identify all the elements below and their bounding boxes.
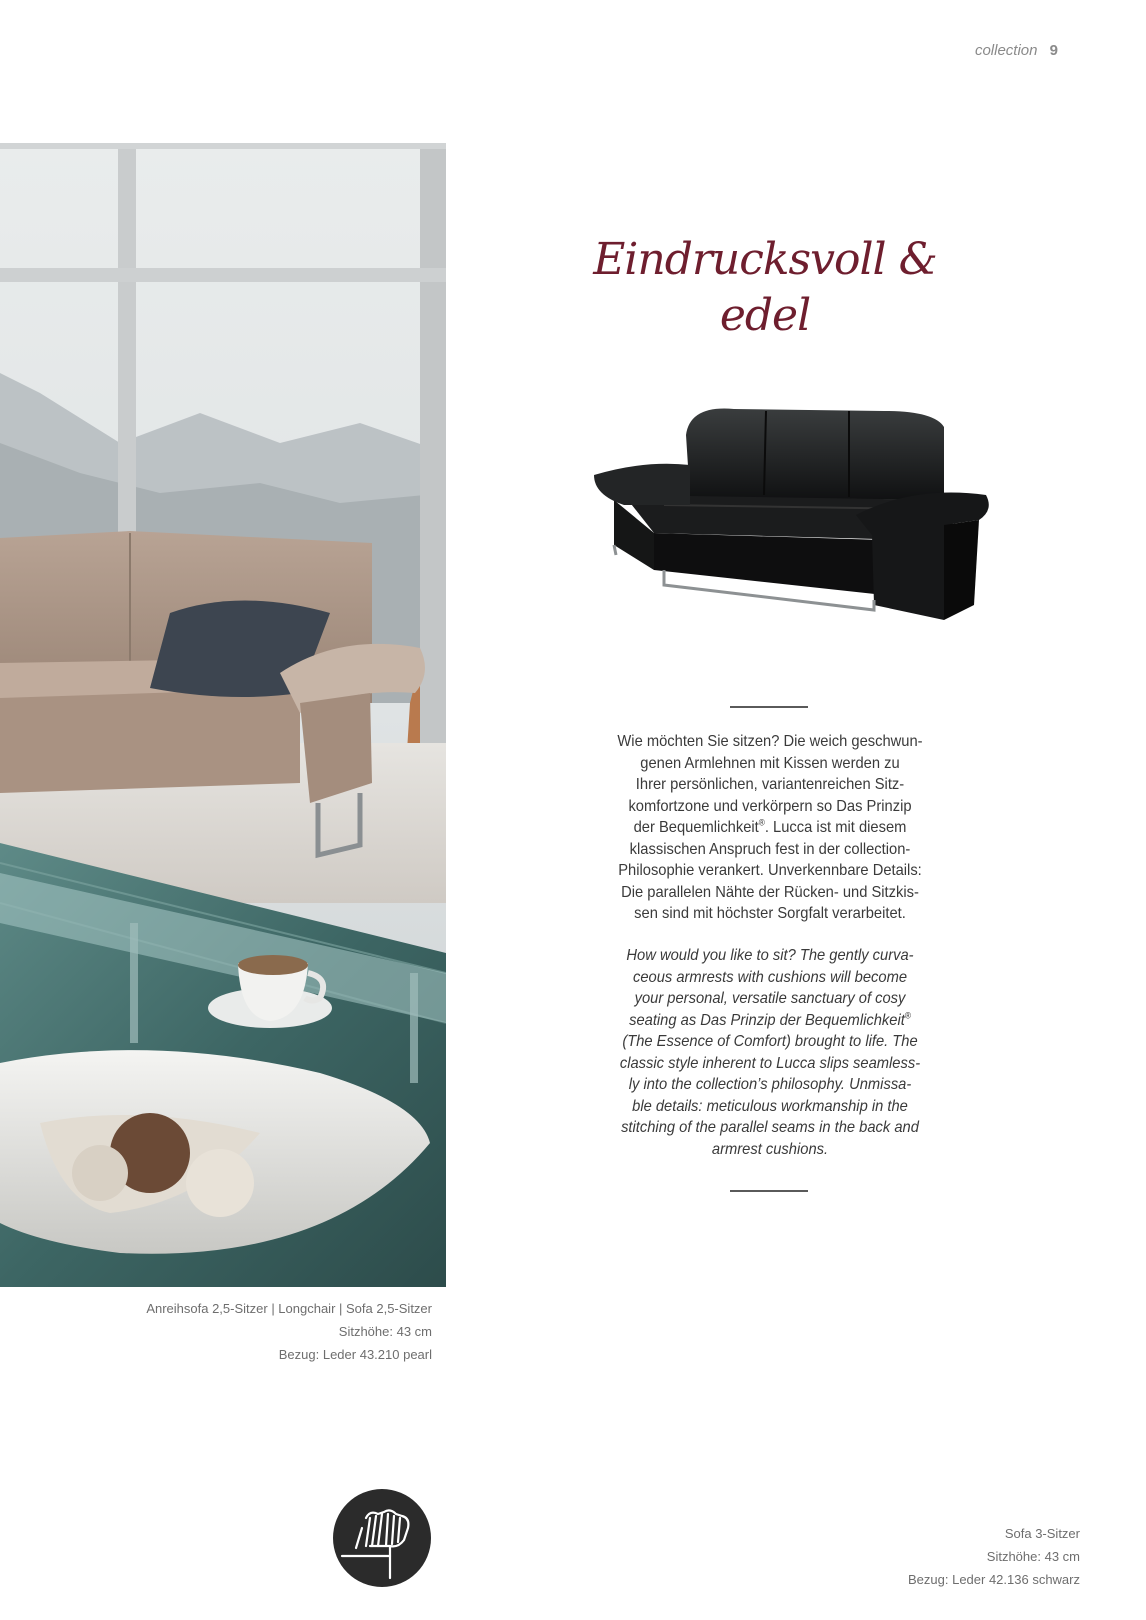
text-de-line: Ihrer persönlichen, variantenreichen Sitz- bbox=[635, 776, 905, 793]
page-title bbox=[580, 232, 950, 344]
title-line-2: edel bbox=[719, 290, 811, 341]
text-de-line: klassischen Anspruch fest in der collection- bbox=[629, 840, 911, 858]
header-label: collection bbox=[974, 42, 1038, 59]
caption-right bbox=[908, 1522, 1080, 1591]
registered-mark: ® bbox=[904, 1010, 911, 1021]
body-text-german bbox=[614, 731, 927, 925]
text-en-fragment: seating as Das Prinzip der Bequemlichkeit bbox=[629, 1011, 905, 1029]
sofa-product-photo bbox=[594, 405, 1014, 635]
text-en-line: (The Essence of Comfort) brought to life. The bbox=[622, 1033, 918, 1050]
page-number: 9 bbox=[1049, 42, 1058, 59]
room-photo bbox=[0, 143, 446, 1287]
text-en-line bbox=[614, 1010, 927, 1032]
text-en-line: classic style inherent to Lucca slips seamless- bbox=[619, 1054, 921, 1072]
text-en-line: ly into the collection’s philosophy. Unmissa- bbox=[628, 1076, 912, 1093]
text-en-line: ceous armrests with cushions will become bbox=[632, 968, 908, 986]
text-de-fragment: der Bequemlichkeit bbox=[633, 819, 759, 836]
text-en-line: ble details: meticulous workmanship in the bbox=[632, 1097, 908, 1115]
text-de-line bbox=[614, 817, 927, 839]
body-text-english bbox=[614, 945, 927, 1160]
comfort-logo bbox=[332, 1488, 432, 1588]
caption-right-model: Sofa 3-Sitzer bbox=[1004, 1526, 1080, 1541]
title-line-1: Eindrucksvoll & bbox=[593, 234, 937, 285]
caption-right-cover: Bezug: Leder 42.136 schwarz bbox=[908, 1572, 1080, 1587]
text-de-line: komfortzone und verkörpern so Das Prinzip bbox=[628, 797, 912, 815]
caption-left-cover: Bezug: Leder 43.210 pearl bbox=[278, 1347, 432, 1362]
text-de-fragment: . Lucca ist mit diesem bbox=[764, 819, 907, 836]
divider-bottom bbox=[730, 1190, 808, 1192]
divider-top bbox=[730, 706, 808, 708]
text-de-line: Die parallelen Nähte der Rücken- und Sitzkis- bbox=[621, 883, 919, 901]
text-en-line: your personal, versatile sanctuary of cosy bbox=[634, 990, 906, 1007]
text-de-line: Philosophie verankert. Unverkennbare Details: bbox=[618, 862, 922, 879]
caption-left-seat-height: Sitzhöhe: 43 cm bbox=[338, 1324, 432, 1339]
caption-left-models: Anreihsofa 2,5-Sitzer | Longchair | Sofa 2,5-Sitzer bbox=[146, 1301, 432, 1316]
text-en-line: armrest cushions. bbox=[711, 1140, 829, 1158]
text-de-line: Wie möchten Sie sitzen? Die weich geschwun- bbox=[617, 733, 923, 750]
caption-right-seat-height: Sitzhöhe: 43 cm bbox=[986, 1549, 1080, 1564]
text-de-line: sen sind mit höchster Sorgfalt verarbeitet. bbox=[634, 905, 906, 922]
page-header bbox=[975, 42, 1058, 59]
text-en-line: stitching of the parallel seams in the back and bbox=[621, 1119, 919, 1136]
registered-mark: ® bbox=[758, 817, 765, 828]
text-en-line: How would you like to sit? The gently curva- bbox=[626, 947, 914, 964]
caption-left bbox=[146, 1297, 432, 1366]
text-de-line: genen Armlehnen mit Kissen werden zu bbox=[640, 754, 900, 772]
